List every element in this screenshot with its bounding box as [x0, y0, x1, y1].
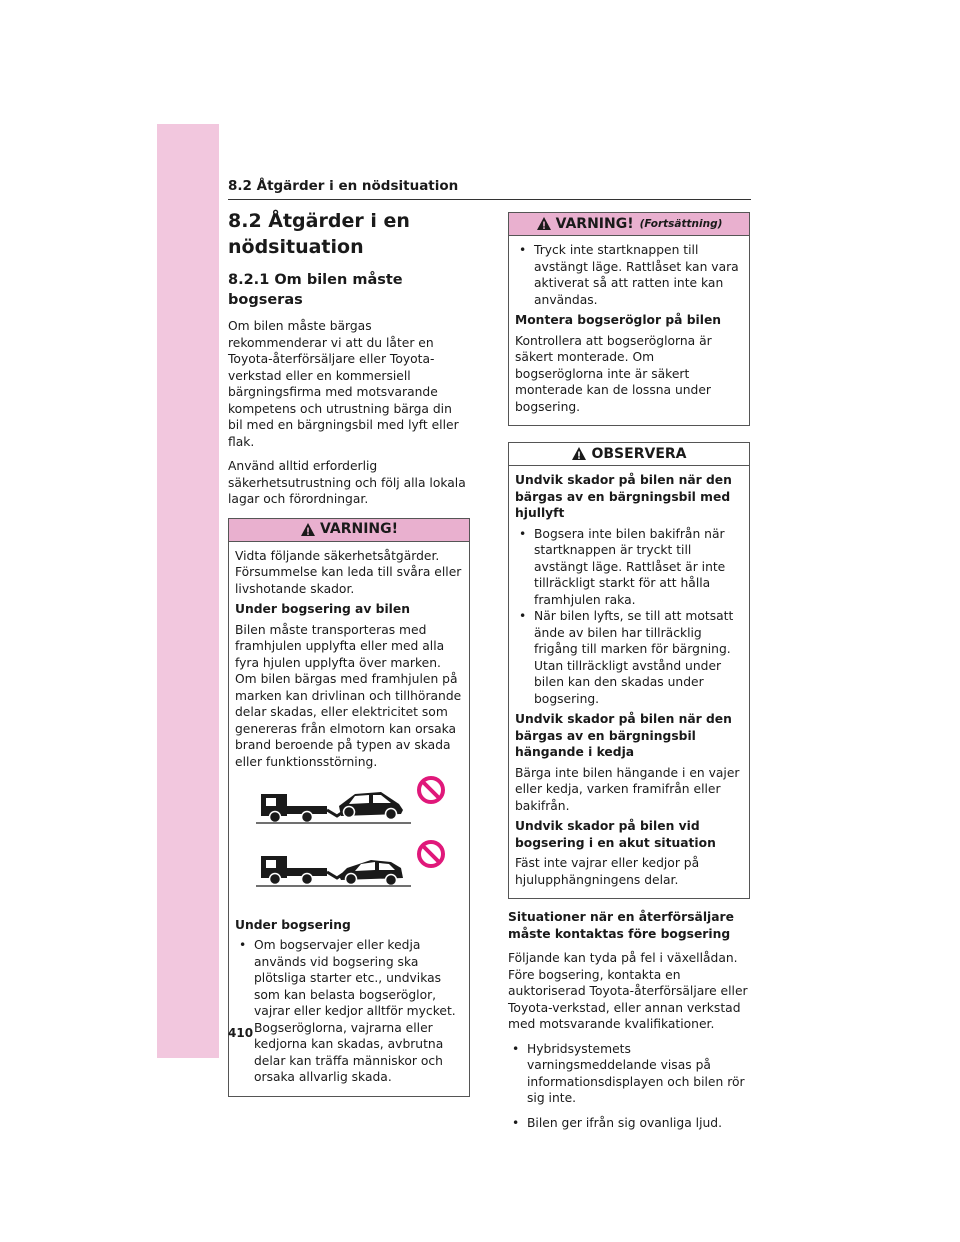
- intro-paragraph: Om bilen måste bärgas rekommenderar vi att du låter en Toyota-återförsäljare eller Toyota-verkstad eller en kommersiell bärgningsfirma med motsvarande kompetens och utrustning bärga din bil med en bärgningsbil med lyft eller flak.: [228, 319, 459, 449]
- warning-continued-label: VARNING!: [555, 215, 634, 232]
- tow-truck-rear-lift: [256, 856, 411, 886]
- towing-figure: [251, 776, 451, 902]
- notice-heading-wheel-lift: Undvik skador på bilen när den bärgas av en bärgningsbil med hjullyft: [515, 473, 732, 520]
- warning-header: [229, 519, 469, 542]
- warning-towing-text: Bilen måste transporteras med framhjulen upplyfta eller med alla fyra hjulen upplyfta över marken. Om bilen bärgas med framhjulen på marken kan drivlinan och tillhörande delar skadas, eller elektricitet som genereras från elmotorn kan orsaka brand beroende på typen av skada eller funktionsstörning.: [235, 622, 462, 769]
- warning-icon: [536, 216, 552, 232]
- header-band: [219, 124, 751, 174]
- prohibition-icon: [419, 778, 443, 802]
- continuation-note: (Fortsättning): [639, 217, 723, 230]
- running-header: 8.2 Åtgärder i en nödsituation: [228, 178, 459, 194]
- notice-icon: [571, 446, 587, 462]
- notice-bullet-clearance: • När bilen lyfts, se till att motsatt ände av bilen har tillräcklig frigång till marken för bärgning. Utan tillräckligt avstånd under bilen kan den skadas under bogsering.: [515, 608, 743, 707]
- warning-continued-box: [508, 212, 750, 426]
- sidebar-band: [157, 124, 219, 1058]
- warning-heading-eyelets: Montera bogseröglor på bilen: [515, 313, 722, 327]
- towing-illustration: [251, 776, 463, 907]
- notice-emergency-text: Fäst inte vajrar eller kedjor på hjulupphängningens delar.: [515, 856, 700, 887]
- header-rule: [228, 199, 751, 200]
- warning-icon: [300, 522, 316, 538]
- notice-label: OBSERVERA: [591, 445, 687, 462]
- warning-eyelets-text: Kontrollera att bogseröglorna är säkert monterade. Om bogseröglorna inte är säkert monterade kan de lossna under bogsering.: [515, 333, 712, 414]
- notice-bullet-rear-tow: • Bogsera inte bilen bakifrån när startknappen är tryckt till avstängt läge. Rattlåset är inte tillräckligt starkt för att hålla framhjulen raka.: [515, 526, 743, 609]
- notice-box: [508, 442, 750, 899]
- warning-bullet-startbutton: • Tryck inte startknappen till avstängt läge. Rattlåset kan vara aktiverat så att ratten inte kan användas.: [515, 242, 743, 308]
- dealer-paragraph: Följande kan tyda på fel i växellådan. Före bogsering, kontakta en auktoriserad Toyota-återförsäljare eller Toyota-verkstad, eller annan verkstad med motsvarande kvalifikationer.: [508, 951, 748, 1031]
- page-number: 410: [228, 1026, 254, 1040]
- safety-paragraph: Använd alltid erforderlig säkerhetsutrustning och följ alla lokala lagar och förordningar.: [228, 459, 466, 506]
- tow-truck-front-lift: [256, 792, 411, 823]
- warning-heading-during-towing: Under bogsering: [235, 917, 351, 932]
- warning-box: [228, 518, 470, 1097]
- notice-heading-sling: Undvik skador på bilen när den bärgas av en bärgningsbil hängande i kedja: [515, 712, 732, 759]
- section-title: 8.2.1 Om bilen måste bogseras: [228, 272, 403, 308]
- left-column: [228, 208, 470, 1107]
- dealer-bullet-warning: • Hybridsystemets varningsmeddelande visas på informationsdisplayen och bilen rör sig inte.: [508, 1041, 750, 1107]
- notice-header: [509, 443, 749, 466]
- warning-intro: Vidta följande säkerhetsåtgärder. Försummelse kan leda till svåra eller livshotande skador.: [235, 548, 462, 596]
- warning-continued-header: [509, 213, 749, 236]
- warning-bullet-cable: • Om bogservajer eller kedja används vid bogsering ska plötsliga starter etc., undvikas som kan belasta bogseröglor, vajrar eller kedjor alltför mycket. Bogseröglorna, vajrarna eller kedjorna kan skadas, avbrutna delar kan träffa människor och orsaka allvarlig skada.: [235, 937, 463, 1086]
- prohibition-icon: [419, 842, 443, 866]
- warning-label: VARNING!: [319, 521, 399, 538]
- page-title: 8.2 Åtgärder i en nödsituation: [228, 210, 410, 258]
- dealer-bullet-noise: • Bilen ger ifrån sig ovanliga ljud.: [508, 1115, 750, 1132]
- dealer-heading: Situationer när en återförsäljare måste kontaktas före bogsering: [508, 910, 734, 941]
- warning-heading-towing: Under bogsering av bilen: [235, 602, 410, 616]
- right-column: [508, 204, 750, 1135]
- notice-heading-emergency: Undvik skador på bilen vid bogsering i en akut situation: [515, 819, 716, 850]
- notice-sling-text: Bärga inte bilen hängande i en vajer eller kedja, varken framifrån eller bakifrån.: [515, 765, 740, 813]
